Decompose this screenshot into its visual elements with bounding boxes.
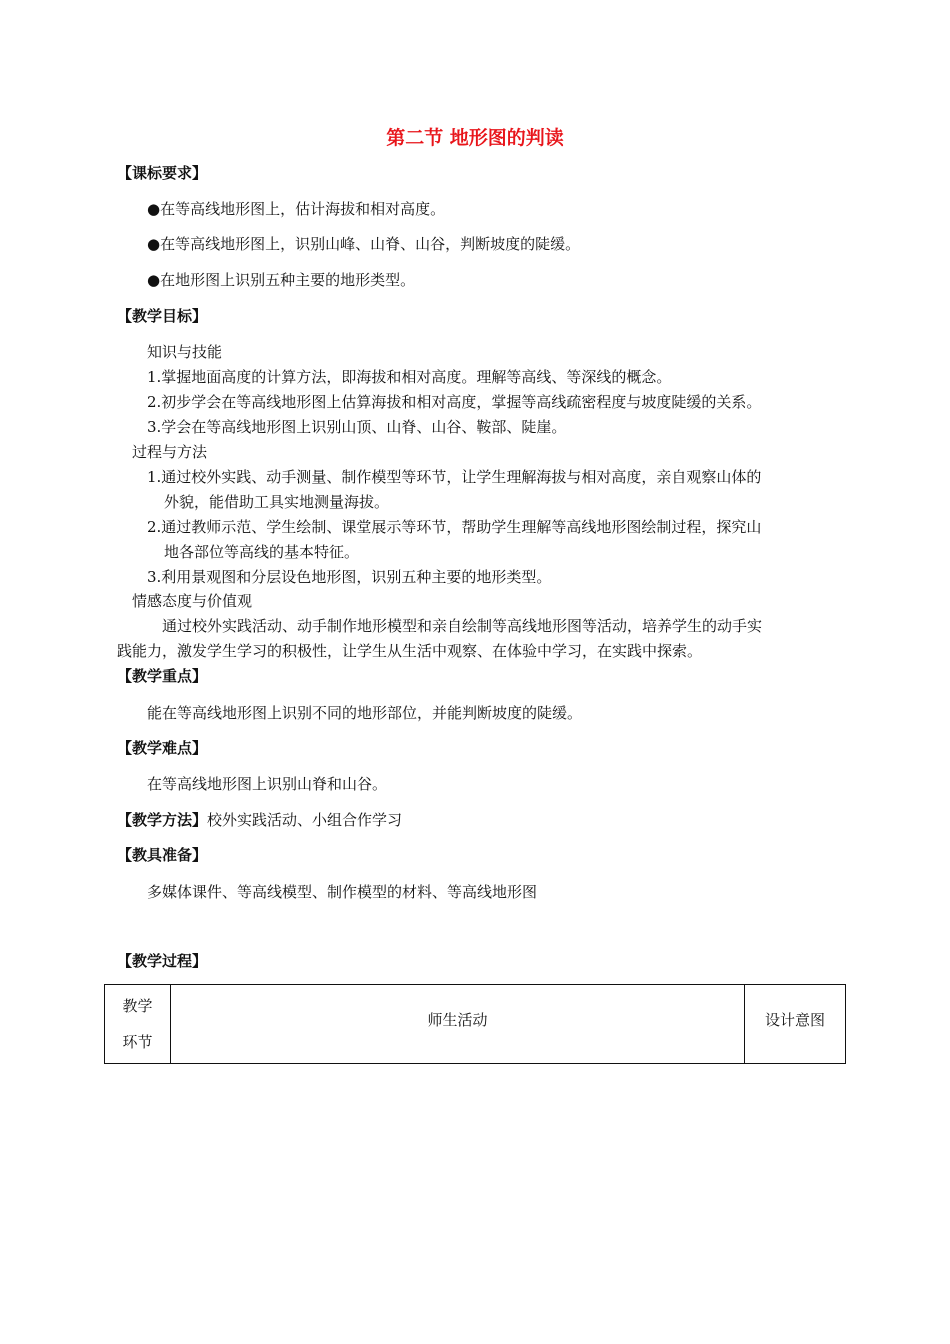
difficulty-heading: 【教学难点】 [117,739,208,757]
header-cell-text: 师生活动 [427,1010,488,1029]
header-cell-activities [171,985,745,1064]
curriculum-item: ●在等高线地形图上，估计海拔和相对高度。 [147,200,446,218]
emotion-label: 情感态度与价值观 [132,592,253,610]
knowledge-item: 2.初步学会在等高线地形图上估算海拔和相对高度，掌握等高线疏密程度与坡度陡缓的关系。 [147,393,762,411]
process-item: 1.通过校外实践、动手测量、制作模型等环节，让学生理解海拔与相对高度，亲自观察山体的 [147,468,762,486]
knowledge-item: 3.学会在等高线地形图上识别山顶、山脊、山谷、鞍部、陡崖。 [147,418,567,436]
emotion-text-line: 通过校外实践活动、动手制作地形模型和亲自绘制等高线地形图等活动，培养学生的动手实 [162,617,763,635]
knowledge-item: 1.掌握地面高度的计算方法，即海拔和相对高度。理解等高线、等深线的概念。 [147,368,672,386]
key-point-text: 能在等高线地形图上识别不同的地形部位，并能判断坡度的陡缓。 [147,704,583,722]
key-point-heading: 【教学重点】 [117,667,208,685]
curriculum-heading: 【课标要求】 [117,164,208,182]
teaching-process-table [104,984,846,1064]
document-title: 第二节 地形图的判读 [386,127,564,149]
curriculum-item: ●在地形图上识别五种主要的地形类型。 [147,271,416,289]
methods-line [117,810,402,830]
knowledge-label: 知识与技能 [147,343,223,361]
header-cell-line: 教学 [122,997,153,1015]
objectives-heading: 【教学目标】 [117,307,208,325]
methods-text: 校外实践活动、小组合作学习 [207,811,403,829]
header-cell-intent [745,985,846,1064]
process-item: 3.利用景观图和分层设色地形图，识别五种主要的地形类型。 [147,568,552,586]
emotion-text-line: 践能力，激发学生学习的积极性，让学生从生活中观察、在体验中学习，在实践中探索。 [117,642,703,660]
table-header-row [105,985,846,1064]
process-item-continued: 地各部位等高线的基本特征。 [164,543,360,561]
process-heading: 【教学过程】 [117,952,208,970]
process-label: 过程与方法 [132,443,208,461]
process-item-continued: 外貌，能借助工具实地测量海拔。 [164,493,390,511]
header-cell-text: 设计意图 [764,1010,825,1029]
tools-text: 多媒体课件、等高线模型、制作模型的材料、等高线地形图 [147,883,538,901]
tools-heading: 【教具准备】 [117,846,208,864]
header-cell-section [105,985,171,1064]
methods-heading: 【教学方法】 [117,811,208,829]
curriculum-item: ●在等高线地形图上，识别山峰、山脊、山谷，判断坡度的陡缓。 [147,235,581,253]
difficulty-text: 在等高线地形图上识别山脊和山谷。 [147,775,388,793]
header-cell-line: 环节 [122,1033,153,1051]
process-item: 2.通过教师示范、学生绘制、课堂展示等环节，帮助学生理解等高线地形图绘制过程，探究山 [147,518,762,536]
